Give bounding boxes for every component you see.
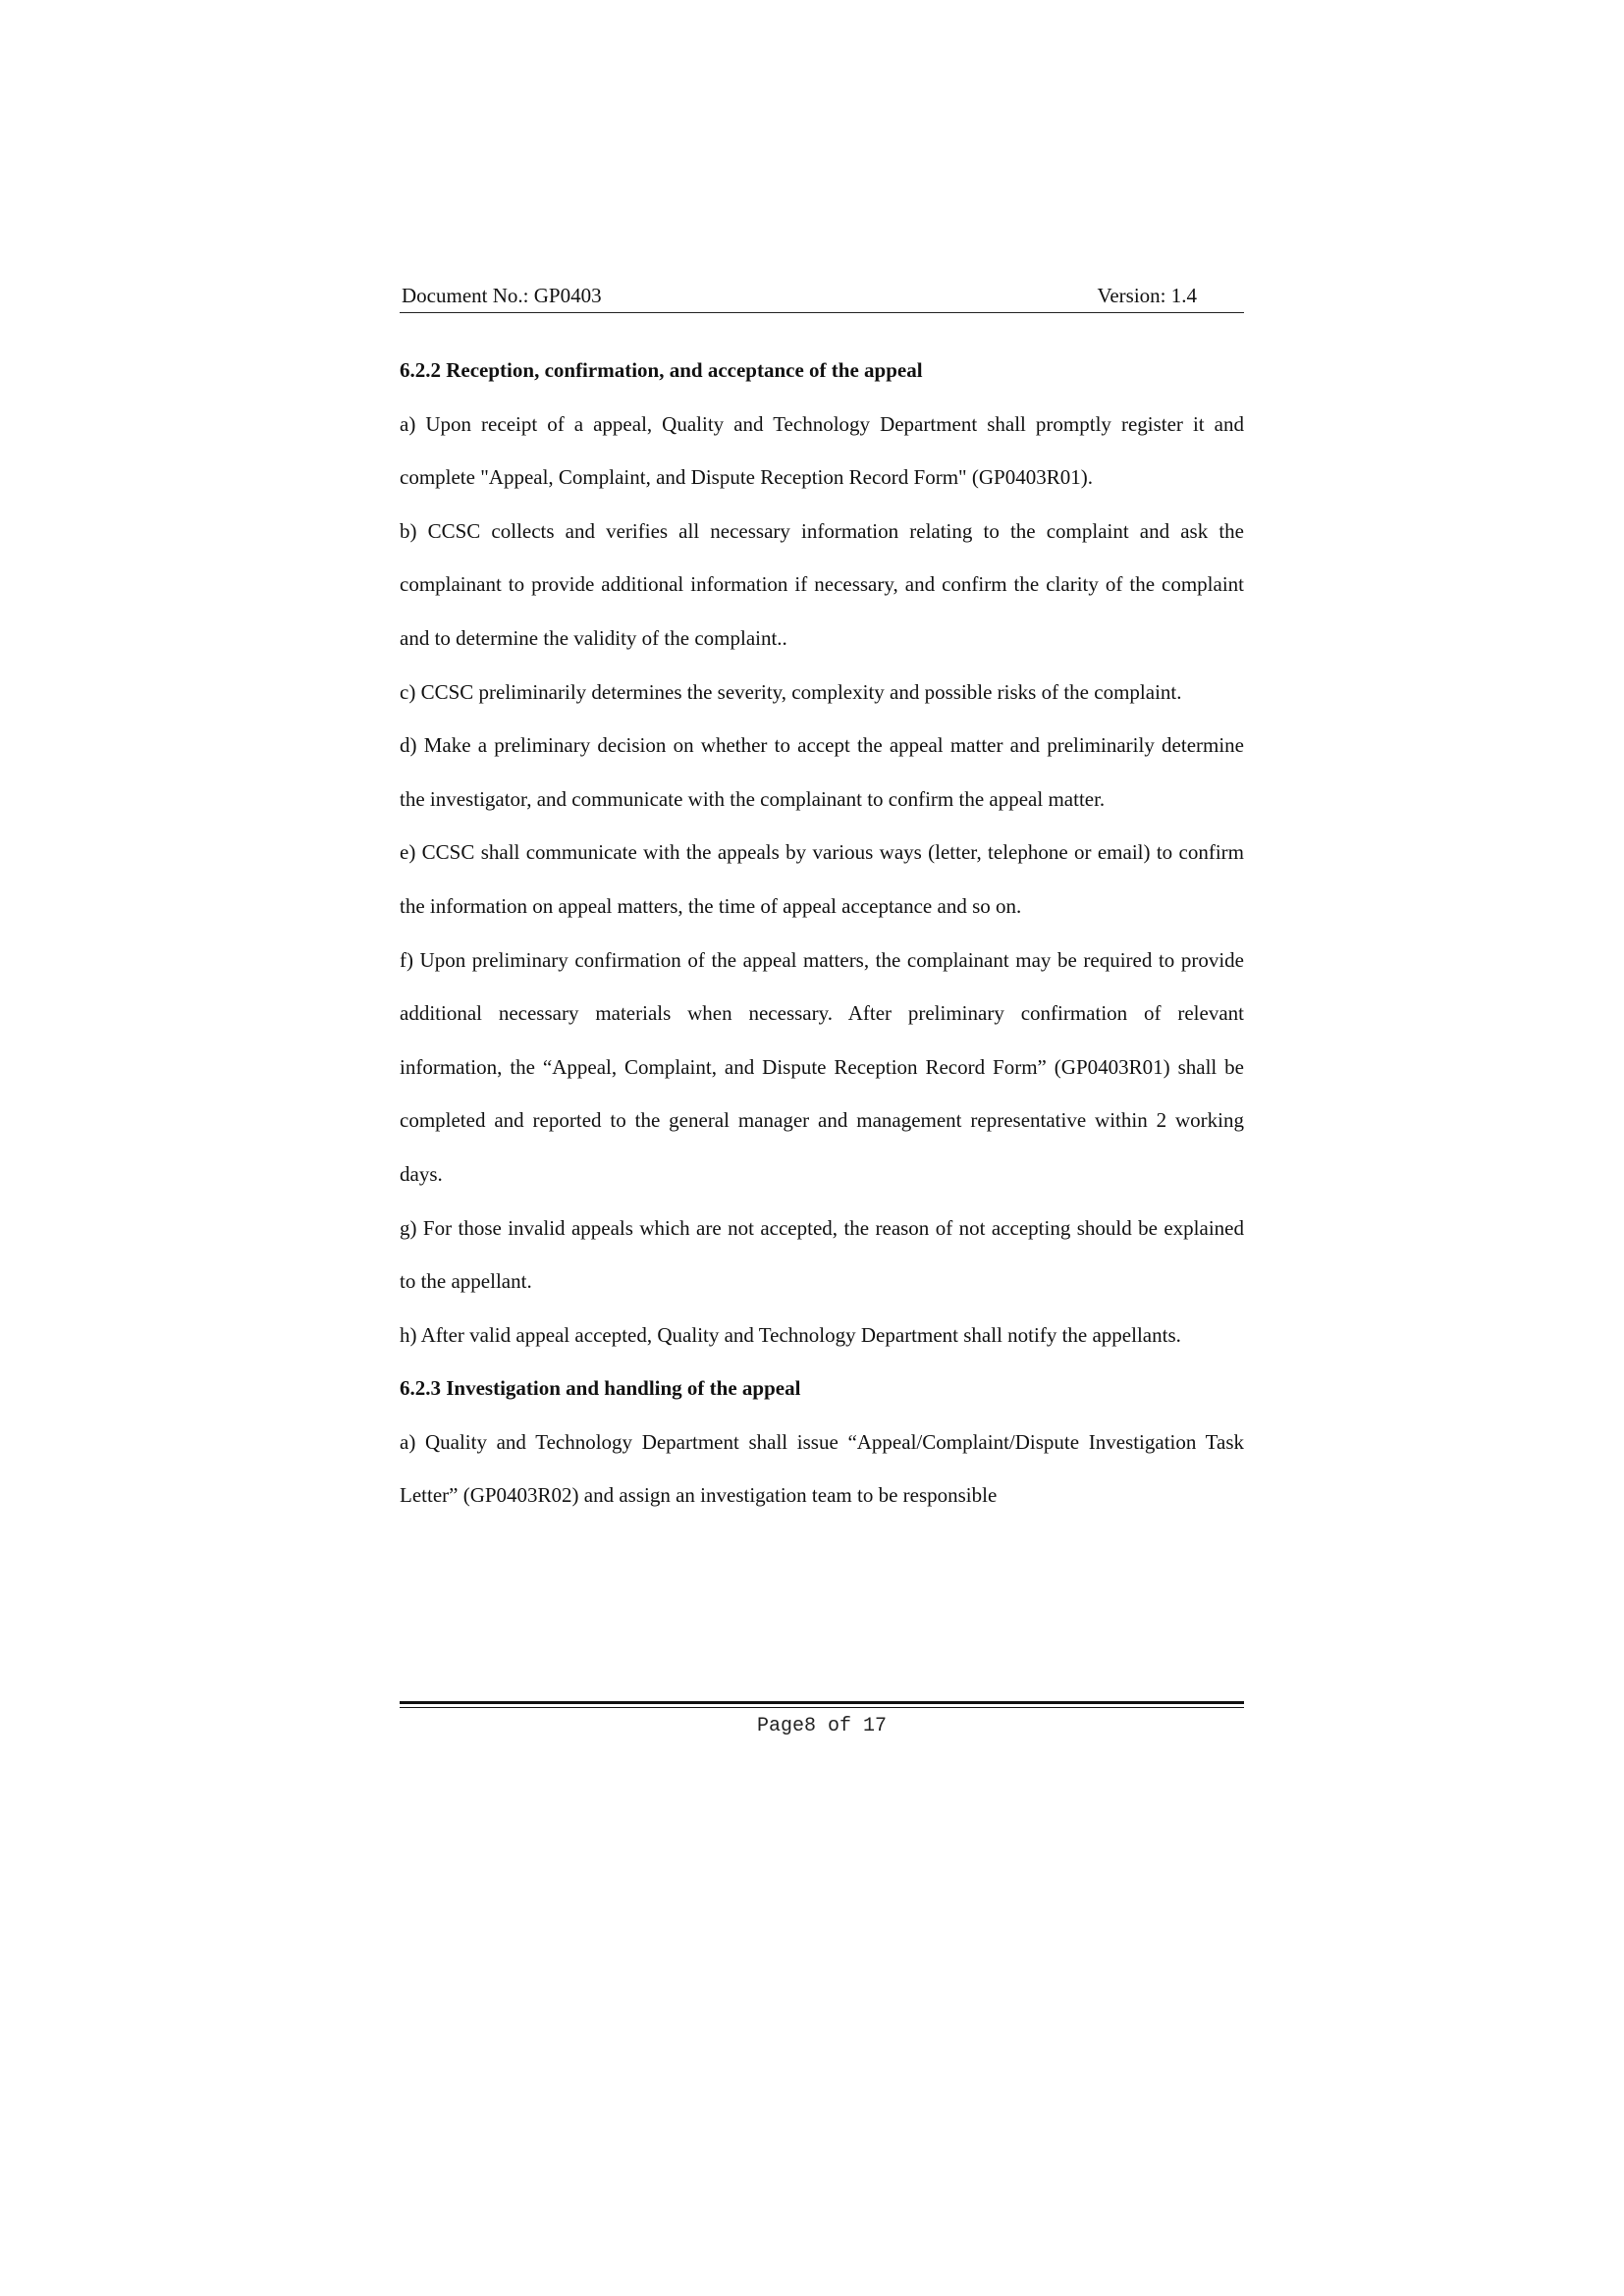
list-item: f) Upon preliminary confirmation of the appeal matters, the complainant may be required to provide additional necessary materials when necessary. After preliminary confirmation of relevant information, the “Appeal, Complaint, and Dispute Reception Record Form” (GP0403R01) shall be completed and reported to the general manager and management representative within 2 working days. — [400, 947, 1244, 1186]
list-item: d) Make a preliminary decision on whether to accept the appeal matter and preliminarily determine the investigator, and communicate with the complainant to confirm the appeal matter. — [400, 733, 1244, 811]
section-heading: 6.2.3 Investigation and handling of the appeal — [400, 1376, 801, 1401]
document-version: Version: 1.4 — [1097, 284, 1197, 307]
list-item: h) After valid appeal accepted, Quality and Technology Department shall notify the appellants. — [400, 1322, 1181, 1347]
footer-rule-thin — [400, 1707, 1244, 1708]
list-item: g) For those invalid appeals which are not accepted, the reason of not accepting should be explained to the appellant. — [400, 1215, 1244, 1294]
page-number: Page8 of 17 — [756, 1715, 888, 1737]
footer-rule-thick — [400, 1701, 1244, 1704]
section-heading: 6.2.2 Reception, confirmation, and acceptance of the appeal — [400, 358, 923, 382]
list-item: a) Quality and Technology Department shall issue “Appeal/Complaint/Dispute Investigation Task Letter” (GP0403R02) and assign an investigation team to be responsible — [400, 1429, 1244, 1508]
list-item: e) CCSC shall communicate with the appeals by various ways (letter, telephone or email) to confirm the information on appeal matters, the time of appeal acceptance and so on. — [400, 840, 1244, 918]
list-item: a) Upon receipt of a appeal, Quality and Technology Department shall promptly register it and complete "Appeal, Complaint, and Dispute Reception Record Form" (GP0403R01). — [400, 411, 1244, 490]
list-item: c) CCSC preliminarily determines the severity, complexity and possible risks of the complaint. — [400, 679, 1182, 704]
header-rule — [400, 312, 1244, 313]
document-number: Document No.: GP0403 — [402, 284, 602, 307]
document-body — [400, 344, 1244, 1522]
list-item: b) CCSC collects and verifies all necessary information relating to the complaint and ask the complainant to provide additional information if necessary, and confirm the clarity of the complaint and to determine the validity of the complaint.. — [400, 518, 1244, 650]
